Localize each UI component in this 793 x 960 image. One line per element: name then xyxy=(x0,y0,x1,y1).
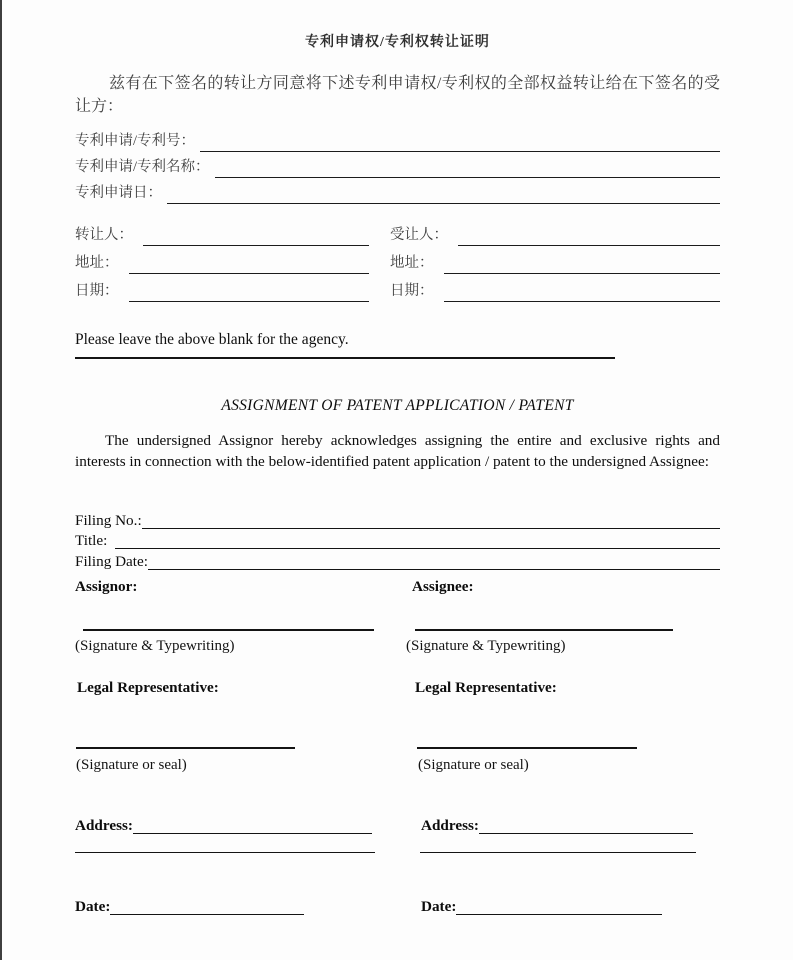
assignee-address-field-en xyxy=(421,816,693,835)
assignee-date-field-en xyxy=(421,897,662,916)
field-row-title xyxy=(75,531,720,552)
filing-date-label: Filing Date: xyxy=(75,552,148,570)
date-label-cn: 日期： xyxy=(390,283,434,299)
date-label-en: Date: xyxy=(75,898,111,915)
document-content xyxy=(75,0,720,960)
assignor-address-field xyxy=(75,253,369,274)
assignee-name-field xyxy=(390,225,720,246)
address-label-cn: 地址： xyxy=(390,255,434,271)
assignee-heading: Assignee: xyxy=(412,578,474,595)
blank-underline xyxy=(444,273,721,274)
date-label-cn: 日期： xyxy=(75,283,119,299)
blank-underline xyxy=(456,914,662,915)
agency-note: Please leave the above blank for the agency. xyxy=(75,331,349,348)
assignee-address-second-line xyxy=(420,852,696,853)
field-row-patent-filing-date xyxy=(75,183,720,204)
blank-underline xyxy=(148,569,720,570)
blank-underline xyxy=(167,203,720,204)
assignee-label: 受让人： xyxy=(390,227,448,243)
blank-underline xyxy=(215,177,720,178)
blank-underline xyxy=(115,548,720,549)
patent-application-number-label: 专利申请/专利号： xyxy=(75,133,196,149)
party-row-dates xyxy=(75,281,720,302)
party-row-names xyxy=(75,225,720,246)
assignor-date-field xyxy=(75,281,369,302)
english-fields xyxy=(75,510,720,572)
blank-underline xyxy=(444,301,721,302)
blank-underline xyxy=(479,833,693,834)
signature-typewriting-caption: (Signature & Typewriting) xyxy=(75,638,235,654)
signature-typewriting-caption: (Signature & Typewriting) xyxy=(406,638,566,654)
signature-or-seal-caption: (Signature or seal) xyxy=(76,757,187,773)
legal-representative-label: Legal Representative: xyxy=(77,679,219,696)
field-row-filing-no xyxy=(75,510,720,531)
assignor-representative-signature-line xyxy=(76,747,295,749)
english-intro-paragraph: The undersigned Assignor hereby acknowledges assigning the entire and exclusive rights and interests in connection with the below-identified patent application / patent to the undersigned Assignee: xyxy=(75,432,720,470)
blank-underline xyxy=(129,273,370,274)
address-label-en: Address: xyxy=(75,817,133,834)
address-label-cn: 地址： xyxy=(75,255,119,271)
assignor-address-field-en xyxy=(75,816,372,835)
blank-underline xyxy=(458,245,720,246)
english-document-title: ASSIGNMENT OF PATENT APPLICATION / PATENT xyxy=(221,397,574,414)
chinese-fields xyxy=(75,131,720,209)
patent-application-title-label: 专利申请/专利名称： xyxy=(75,159,210,175)
assignee-address-field xyxy=(390,253,720,274)
assignor-signature-line xyxy=(83,629,374,631)
title-label: Title: xyxy=(75,532,108,549)
assignor-name-field xyxy=(75,225,369,246)
assignor-address-second-line xyxy=(75,852,375,853)
address-label-en: Address: xyxy=(421,817,479,834)
date-label-en: Date: xyxy=(421,898,457,915)
patent-filing-date-label: 专利申请日： xyxy=(75,185,162,201)
field-row-patent-application-number xyxy=(75,131,720,152)
page-left-border xyxy=(0,0,2,960)
party-row-addresses xyxy=(75,253,720,274)
blank-underline xyxy=(110,914,304,915)
field-row-patent-application-title xyxy=(75,157,720,178)
field-row-filing-date xyxy=(75,551,720,572)
assignor-label: 转让人： xyxy=(75,227,133,243)
filing-no-label: Filing No.: xyxy=(75,511,142,529)
legal-representative-label: Legal Representative: xyxy=(415,679,557,696)
chinese-document-title: 专利申请权/专利权转让证明 xyxy=(305,35,490,50)
assignor-date-field-en xyxy=(75,897,304,916)
assignee-signature-line xyxy=(415,629,673,631)
signature-or-seal-caption: (Signature or seal) xyxy=(418,757,529,773)
blank-underline xyxy=(143,245,369,246)
blank-underline xyxy=(129,301,370,302)
assignor-heading: Assignor: xyxy=(75,578,138,595)
blank-underline xyxy=(142,528,720,529)
chinese-intro-paragraph: 兹有在下签名的转让方同意将下述专利申请权/专利权的全部权益转让给在下签名的受让方： xyxy=(75,75,720,115)
assignee-representative-signature-line xyxy=(417,747,637,749)
blank-underline xyxy=(133,833,372,834)
assignee-date-field xyxy=(390,281,720,302)
blank-underline xyxy=(200,151,720,152)
section-divider-line xyxy=(75,357,615,359)
chinese-parties-block xyxy=(75,225,720,309)
